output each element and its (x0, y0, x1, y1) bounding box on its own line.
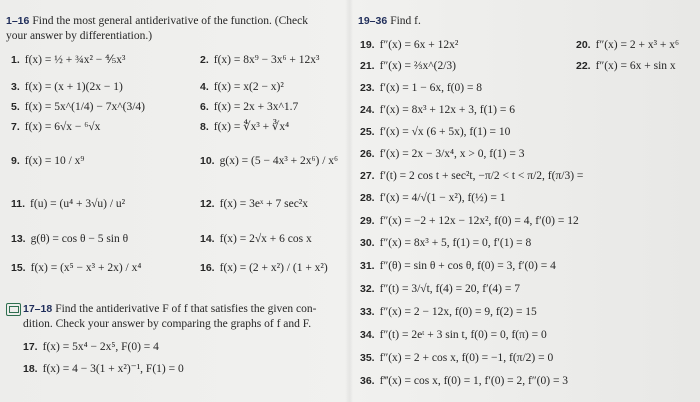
section-heading-17-18: 17–18 Find the antiderivative F of f that satisfies the given con- (23, 303, 317, 315)
problem-17: 17. f(x) = 5x⁴ − 2x⁵, F(0) = 4 (23, 341, 159, 353)
problem-19: 19. f″(x) = 6x + 12x² (360, 39, 459, 51)
problem-5: 5. f(x) = 5x^(1/4) − 7x^(3/4) (11, 101, 145, 113)
problem-26: 26. f′(x) = 2x − 3/x⁴, x > 0, f(1) = 3 (360, 148, 525, 160)
problem-18: 18. f(x) = 4 − 3(1 + x²)⁻¹, F(1) = 0 (23, 363, 184, 375)
problem-24: 24. f′(x) = 8x³ + 12x + 3, f(1) = 6 (360, 104, 515, 116)
right-column (356, 0, 700, 402)
problem-31: 31. f″(θ) = sin θ + cos θ, f(0) = 3, f′(0) = 4 (360, 260, 556, 272)
problem-10: 10. g(x) = (5 − 4x³ + 2x⁶) / x⁶ (200, 155, 339, 167)
problem-9: 9. f(x) = 10 / x⁹ (11, 155, 85, 167)
problem-27: 27. f′(t) = 2 cos t + sec²t, −π/2 < t < π/2, f(π/3) = (360, 170, 584, 182)
section-heading-17-18-line2: dition. Check your answer by comparing the graphs of f and F. (23, 318, 312, 330)
problem-12: 12. f(x) = 3eˣ + 7 sec²x (200, 198, 309, 210)
problem-7: 7. f(x) = 6√x − ⁶√x (11, 121, 101, 133)
problem-23: 23. f′(x) = 1 − 6x, f(0) = 8 (360, 82, 483, 94)
problem-8: 8. f(x) = ∜x³ + ∛x⁴ (200, 121, 290, 133)
problem-30: 30. f″(x) = 8x³ + 5, f(1) = 0, f′(1) = 8 (360, 237, 532, 249)
section-heading-1-16: 1–16 Find the most general antiderivative of the function. (Check (6, 15, 308, 27)
section-heading-1-16-line2: your answer by differentiation.) (6, 30, 153, 42)
problem-2: 2. f(x) = 8x⁹ − 3x⁶ + 12x³ (200, 54, 320, 66)
problem-6: 6. f(x) = 2x + 3x^1.7 (200, 101, 299, 113)
problem-15: 15. f(x) = (x⁵ − x³ + 2x) / x⁴ (11, 262, 142, 274)
problem-13: 13. g(θ) = cos θ − 5 sin θ (11, 233, 129, 245)
section-heading-19-36: 19–36 Find f. (358, 15, 421, 27)
problem-20: 20. f″(x) = 2 + x³ + x⁶ (576, 39, 680, 51)
problem-34: 34. f″(t) = 2eᵗ + 3 sin t, f(0) = 0, f(π) = 0 (360, 329, 547, 341)
problem-28: 28. f′(x) = 4/√(1 − x²), f(½) = 1 (360, 192, 506, 204)
problem-4: 4. f(x) = x(2 − x)² (200, 81, 284, 93)
problem-33: 33. f″(x) = 2 − 12x, f(0) = 9, f(2) = 15 (360, 306, 537, 318)
problem-32: 32. f″(t) = 3/√t, f(4) = 20, f′(4) = 7 (360, 283, 520, 295)
problem-16: 16. f(x) = (2 + x²) / (1 + x²) (200, 262, 328, 274)
problem-25: 25. f′(x) = √x (6 + 5x), f(1) = 10 (360, 126, 511, 138)
page-fold-shadow (345, 0, 353, 402)
left-column (6, 0, 346, 402)
problem-29: 29. f″(x) = −2 + 12x − 12x², f(0) = 4, f′(0) = 12 (360, 215, 579, 227)
problem-36: 36. f‴(x) = cos x, f(0) = 1, f′(0) = 2, f″(0) = 3 (360, 375, 569, 387)
graphing-calculator-icon (6, 303, 21, 316)
problem-14: 14. f(x) = 2√x + 6 cos x (200, 233, 312, 245)
problem-22: 22. f″(x) = 6x + sin x (576, 60, 676, 72)
problem-11: 11. f(u) = (u⁴ + 3√u) / u² (11, 198, 126, 210)
problem-21: 21. f″(x) = ⅔x^(2/3) (360, 60, 456, 72)
problem-1: 1. f(x) = ½ + ¾x² − ⅘x³ (11, 54, 126, 66)
problem-3: 3. f(x) = (x + 1)(2x − 1) (11, 81, 123, 93)
problem-35: 35. f″(x) = 2 + cos x, f(0) = −1, f(π/2) = 0 (360, 352, 554, 364)
